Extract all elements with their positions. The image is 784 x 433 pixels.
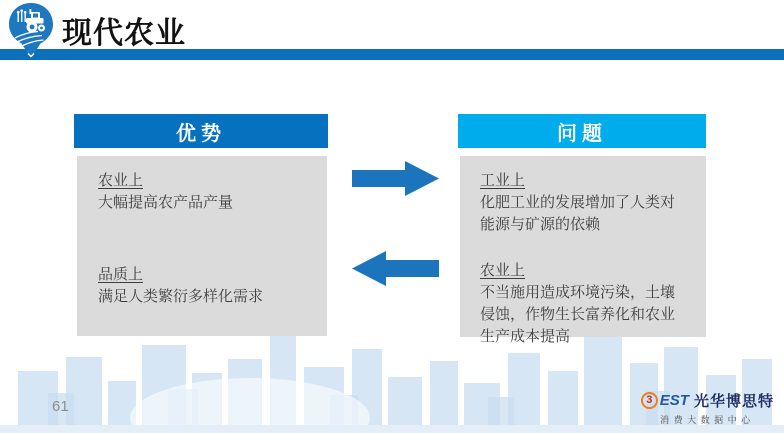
pin-tractor-logo-icon xyxy=(6,2,56,60)
problem-item-text: 能源与矿源的依赖 xyxy=(480,216,601,233)
problem-item-text: 生产成本提高 xyxy=(480,328,571,345)
best-logo-subtitle: 消费大数据中心 xyxy=(660,415,755,425)
arrow-left-icon xyxy=(352,251,439,286)
best-logo-est: EST xyxy=(659,392,689,409)
problem-item-label: 农业上 xyxy=(480,262,526,279)
problem-item-label: 工业上 xyxy=(480,172,526,189)
arrow-right-icon xyxy=(352,161,439,196)
advantage-item xyxy=(98,264,315,308)
page-title: 现代农业 xyxy=(62,17,186,50)
page-number: 61 xyxy=(52,398,69,415)
advantage-item-label: 品质上 xyxy=(98,266,144,283)
problem-item xyxy=(480,260,698,348)
advantages-header: 优势 xyxy=(74,114,328,148)
best-logo-cn-name: 光华博思特 xyxy=(693,393,774,410)
advantage-item-text: 满足人类繁衍多样化需求 xyxy=(98,288,264,305)
advantage-item-text: 大幅提高农产品产量 xyxy=(98,194,234,211)
problem-item-text: 化肥工业的发展增加了人类对 xyxy=(480,194,676,211)
problems-box xyxy=(460,156,706,345)
best-logo-b-icon: 3 xyxy=(641,392,658,409)
advantages-box xyxy=(77,156,327,336)
problem-item-text: 不当施用造成环境污染，土壤 xyxy=(480,284,676,301)
advantage-item xyxy=(98,170,315,214)
problem-item xyxy=(480,170,698,236)
advantage-item-label: 农业上 xyxy=(98,172,144,189)
best-logo-wordmark xyxy=(641,390,774,411)
problems-header: 问题 xyxy=(458,114,706,148)
problem-item-text: 侵蚀，作物生长富养化和农业 xyxy=(480,306,676,323)
best-logo xyxy=(641,390,774,426)
